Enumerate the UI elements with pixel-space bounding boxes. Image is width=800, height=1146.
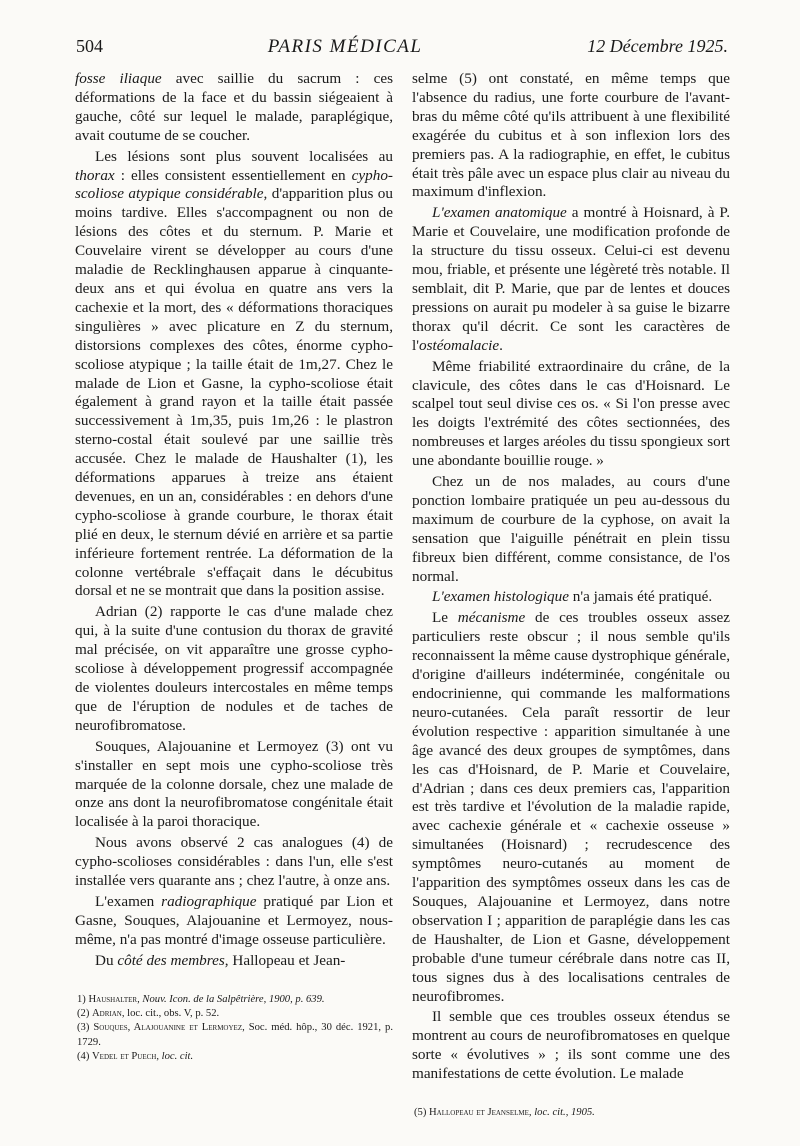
footnotes-left xyxy=(75,993,393,1065)
italic-phrase: L'examen histologique xyxy=(432,588,569,606)
italic-phrase: cypho-scoliose atypique considérable xyxy=(75,166,393,203)
italic-phrase: fosse iliaque xyxy=(75,70,162,87)
text-run: n'a jamais été pratiqué. xyxy=(568,588,713,606)
italic-phrase: mécanisme xyxy=(457,609,526,627)
italic-phrase: côté des membres xyxy=(117,951,225,969)
footnote-number: (4) xyxy=(77,1051,93,1063)
footnote-author: Adrian xyxy=(92,1008,122,1019)
footnote xyxy=(75,1050,393,1064)
footnote-text: , loc. cit., obs. V, p. 52. xyxy=(121,1008,220,1019)
text-run: avec saillie du sacrum : ces déformations de la face et du bassin siégeaient à gauche, côté sur lequel le malade, paraplégique, avait coutume de se coucher. xyxy=(75,70,393,144)
footnote xyxy=(75,1021,393,1050)
paragraph xyxy=(75,893,393,950)
text-run: Du xyxy=(95,951,118,969)
text-run: L'examen xyxy=(95,892,162,910)
text-run: , d'apparition plus ou moins tardive. Elles s'accompagnent ou non de lésions des côtes et du sternum. P. Marie et Couvelaire virent se développer au cours d'une maladie de Recklinghausen apparue à cinquante-deux ans et qui évolua en quatre ans vers la cachexie et la mort, des « déformations thoraciques singulières » avec plicature en Z du sternum, distorsions complexes des côtes, énorme cypho-scoliose atypique ; la taille était de 1m,27. Chez le malade de Lion et Gasne, la cypho-scoliose était également à grand rayon et la taille était passée successivement à 1m,35, puis 1m,26 : le plastron sterno-costal était soulevé par une saillie très accusée. Chez le malade de Haushalter (1), les déformations apparues à treize ans étaient devenues, en un an, considérables : en dehors d'une cypho-scoliose à grande courbure, le thorax était plié en deux, le sternum dévié en arrière et sa partie inférieure fortement rentrée. La déformation de la colonne vertébrale s'effaçait dans le décubitus dorsal et ne se montrait que dans la position assise. xyxy=(75,185,393,600)
issue-date: 12 Décembre 1925. xyxy=(587,36,728,56)
footnote xyxy=(412,1106,730,1120)
text-run: Le xyxy=(432,609,458,627)
footnote-text: , loc. cit., 1905. xyxy=(528,1107,595,1119)
footnote-text: , Soc. méd. hôp., 30 déc. 1921, p. 1729. xyxy=(77,1022,393,1048)
footnote-author: Vedel et Puech xyxy=(92,1051,157,1063)
footnote-author: Haushalter xyxy=(88,993,138,1005)
text-run: , Hallopeau et Jean- xyxy=(224,951,346,969)
right-column xyxy=(412,70,730,1120)
footnote-author: Souques, Alajouanine et Lermoyez xyxy=(93,1022,243,1034)
text-run: . xyxy=(499,336,503,354)
paragraph: Il semble que ces troubles osseux étendus se montrent au cours de neurofibromatoses en quelque sorte « évolutives » ; ils sont comme une des manifestations de cette évolution. Le malade xyxy=(412,1008,730,1083)
italic-phrase: ostéomalacie xyxy=(418,336,500,354)
journal-title: PARIS MÉDICAL xyxy=(267,36,423,57)
italic-phrase: thorax xyxy=(75,166,115,184)
footnote-text: , loc. cit. xyxy=(156,1051,194,1063)
footnote-number: (2) xyxy=(77,1008,93,1019)
footnote-number: 1) xyxy=(77,993,89,1005)
footnote-number: (5) xyxy=(414,1107,430,1119)
paragraph: Chez un de nos malades, au cours d'une ponction lombaire pratiquée un peu au-dessous du maximum de courbure de la cyphose, on avait la sensation que l'aiguille pénétrait en plein tissu fibreux bien différent, comme consistance, de l'os normal. xyxy=(412,473,730,585)
italic-phrase: L'examen anatomique xyxy=(432,204,567,222)
text-run: Les lésions sont plus souvent localisées au xyxy=(95,147,393,165)
page-header xyxy=(76,36,728,66)
paragraph xyxy=(75,70,393,146)
footnote xyxy=(75,993,393,1007)
paragraph: Nous avons observé 2 cas analogues (4) de cypho-scolioses considérables : dans l'un, elle s'est installée vers quarante ans ; chez l'autre, à onze ans. xyxy=(75,834,393,890)
text-run: a montré à Hoisnard, à P. Marie et Couvelaire, une modification profonde de la structure du tissu osseux. Celui-ci est devenu mou, friable, et présente une légèreté très notable. Il semblait, dit P. Marie, que par de lentes et douces pressions on aurait pu modeler à sa guise le bizarre thorax qu'il décrit. Ce sont les caractères de l' xyxy=(412,204,730,354)
paragraph: Adrian (2) rapporte le cas d'une malade chez qui, à la suite d'une contusion du thorax de gravité mal précisée, on vit apparaître une grosse cypho-scoliose à développement progressif accompagnée de violentes douleurs intercostales en même temps que de l'éruption de nodules et de taches de neurofibromatose. xyxy=(75,603,393,734)
italic-phrase: radiographique xyxy=(161,892,257,910)
paragraph xyxy=(412,204,730,355)
paragraph: Souques, Alajouanine et Lermoyez (3) ont vu s'installer en sept mois une cypho-scoliose très marquée de la colonne dorsale, chez une malade de onze ans dont la neurofibromatose congénitale était localisée à la paroi thoracique. xyxy=(75,737,393,831)
paragraph xyxy=(412,609,730,1006)
text-run: : elles consistent essentiellement en xyxy=(114,166,352,184)
page-number: 504 xyxy=(76,36,103,56)
text-run: de ces troubles osseux assez particuliers reste obscur ; il nous semble qu'ils reconnaissent la même cause dystrophique générale, d'origine d'ailleurs indéterminée, congénitale ou endocrinienne, qui commande les malformations neuro-cutanées. Cela paraît ressortir de leur évolution respective : apparition simultanée à une âge avancé des deux groupes de symptômes, dans les cas d'Hoisnard, de P. Marie et Couvelaire, d'Adrian ; dans ces deux premiers cas, l'apparition est très tardive et l'évolution de la maladie rapide, avec cachexie générale et « cachexie osseuse » simultanées (Hoisnard) ; recrudescence des symptômes neuro-cutanés au moment de l'apparition des symptômes osseux dans les cas de Souques, Alajouanine et Lermoyez, dans notre observation I ; apparition de paraplégie dans les cas de Haushalter, de Lion et Gasne, développement probable d'une tumeur cérébrale dans notre cas II, tous signes dus à des localisations centrales de neurofibromes. xyxy=(412,609,730,1005)
text-run: pratiqué par Lion et Gasne, Souques, Alajouanine et Lermoyez, nous-même, n'a pas montré d'image osseuse particulière. xyxy=(75,892,393,948)
paragraph xyxy=(75,148,393,602)
footnote-author: Hallopeau et Jeanselme xyxy=(429,1107,529,1119)
paragraph: selme (5) ont constaté, en même temps que l'absence du radius, une forte courbure de l'avant-bras du même côté qu'ils attribuent à une flexibilité exagérée du cubitus et à son inflexion lors des premiers pas. A la radiographie, en effet, le cubitus était très pâle avec un espace plus clair au niveau du maximum d'inflexion. xyxy=(412,70,730,201)
left-column xyxy=(75,70,393,1065)
footnote-number: (3) xyxy=(77,1022,94,1034)
paragraph xyxy=(412,588,730,607)
footnote xyxy=(75,1007,393,1021)
footnotes-right xyxy=(412,1106,730,1120)
paragraph: Même friabilité extraordinaire du crâne, de la clavicule, des côtes dans le cas d'Hoisnard. Le scalpel tout seul divise ces os. « Si l'on presse avec les doigts l'extrémité des côtes sectionnées, des nombreuses et larges aréoles du tissu spongieux sort une abondante bouillie rouge. » xyxy=(412,357,730,470)
paragraph xyxy=(75,952,393,971)
footnote-text: , Nouv. Icon. de la Salpêtrière, 1900, p. 639. xyxy=(137,993,325,1005)
